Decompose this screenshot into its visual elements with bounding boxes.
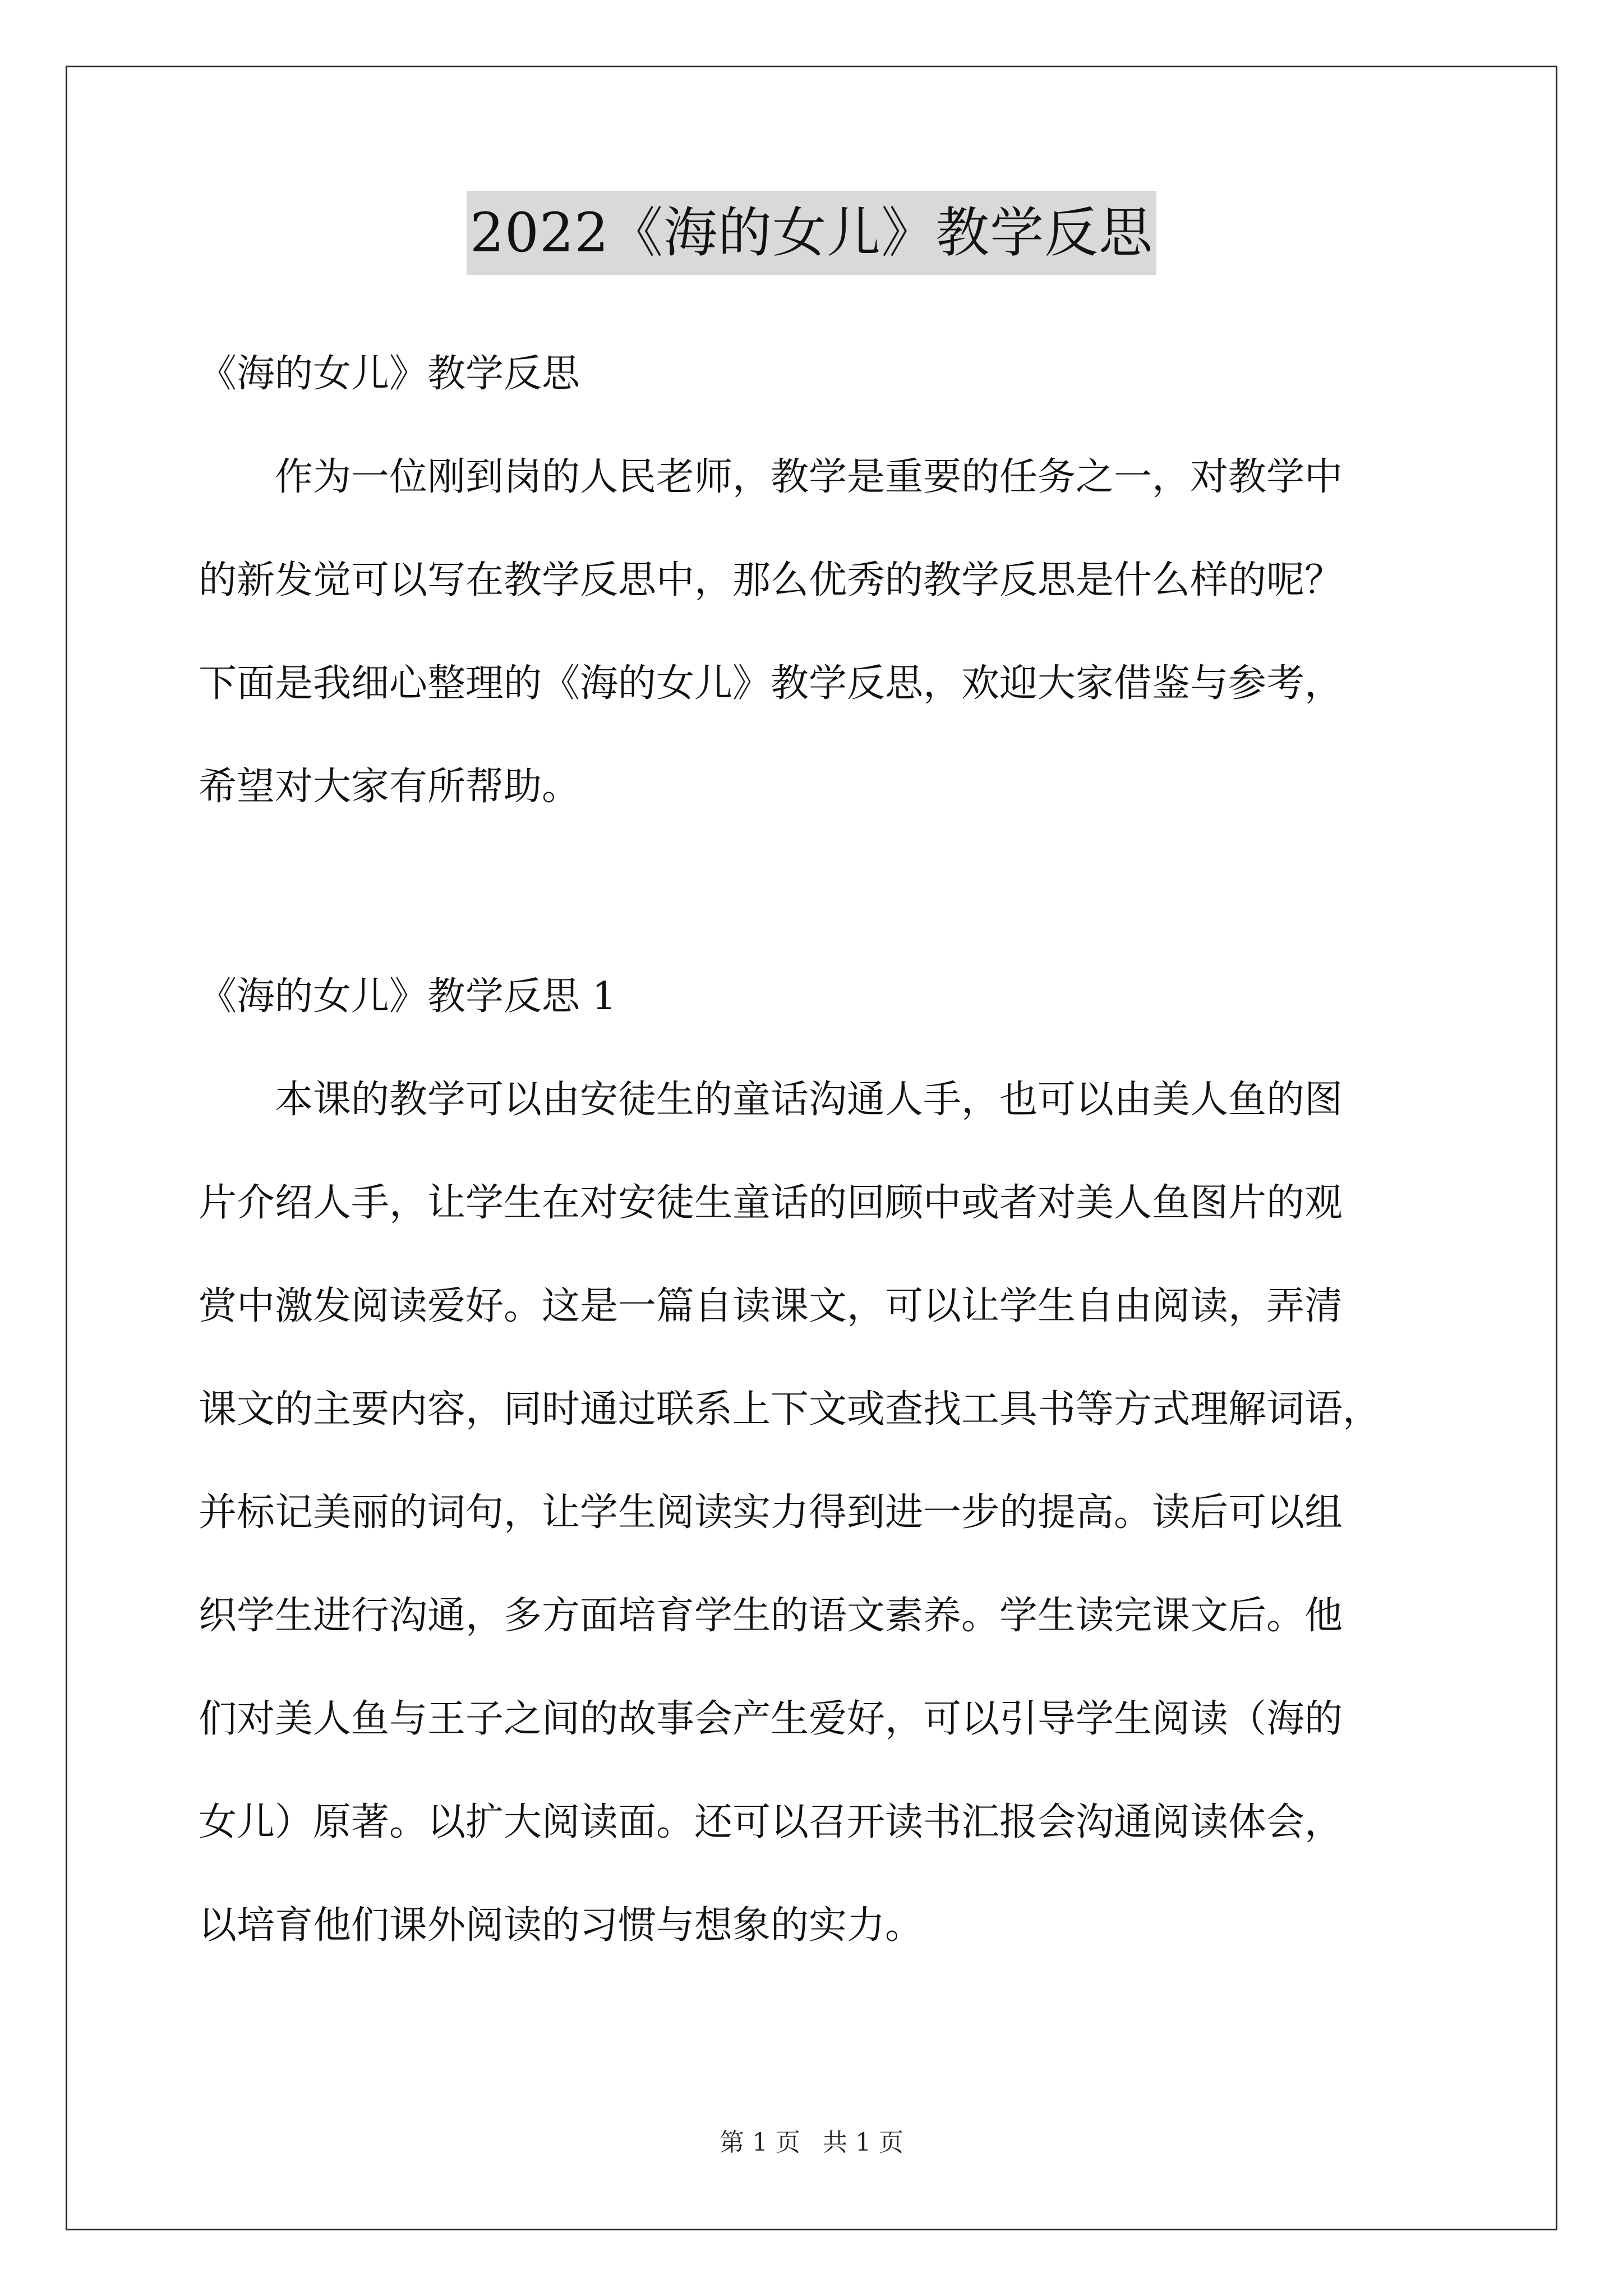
section-line: 以培育他们课外阅读的习惯与想象的实力。: [199, 1903, 924, 1948]
section-line: 赏中激发阅读爱好。这是一篇自读课文，可以让学生自由阅读，弄清: [199, 1284, 1343, 1328]
title-container: [0, 191, 1623, 275]
section-line: 课文的主要内容，同时通过联系上下文或查找工具书等方式理解词语，: [199, 1387, 1381, 1432]
section-line: 女儿）原著。以扩大阅读面。还可以召开读书汇报会沟通阅读体会，: [199, 1800, 1343, 1844]
section-heading: 《海的女儿》教学反思 1: [199, 974, 616, 1019]
section-line: 们对美人鱼与王子之间的故事会产生爱好，可以引导学生阅读（海的: [199, 1697, 1343, 1741]
section-line: 片介绍人手，让学生在对安徒生童话的回顾中或者对美人鱼图片的观: [199, 1181, 1343, 1225]
page-footer: [0, 2126, 1623, 2160]
section-line: 本课的教学可以由安徒生的童话沟通人手，也可以由美人鱼的图: [199, 1078, 1343, 1122]
document-title: 2022《海的女儿》教学反思: [467, 191, 1156, 275]
intro-heading: 《海的女儿》教学反思: [199, 352, 580, 396]
document-body: [199, 348, 1438, 1952]
intro-line: 希望对大家有所帮助。: [199, 765, 580, 809]
intro-line: 的新发觉可以写在教学反思中，那么优秀的教学反思是什么样的呢？: [199, 558, 1343, 602]
section-line: 并标记美丽的词句，让学生阅读实力得到进一步的提高。读后可以组: [199, 1490, 1343, 1535]
page-total: 共 1 页: [823, 2128, 903, 2157]
intro-line: 作为一位刚到岗的人民老师，教学是重要的任务之一，对教学中: [199, 455, 1343, 499]
section-line: 织学生进行沟通，多方面培育学生的语文素养。学生读完课文后。他: [199, 1594, 1343, 1638]
intro-line: 下面是我细心整理的《海的女儿》教学反思，欢迎大家借鉴与参考，: [199, 661, 1343, 706]
page-number: 第 1 页: [720, 2128, 800, 2157]
